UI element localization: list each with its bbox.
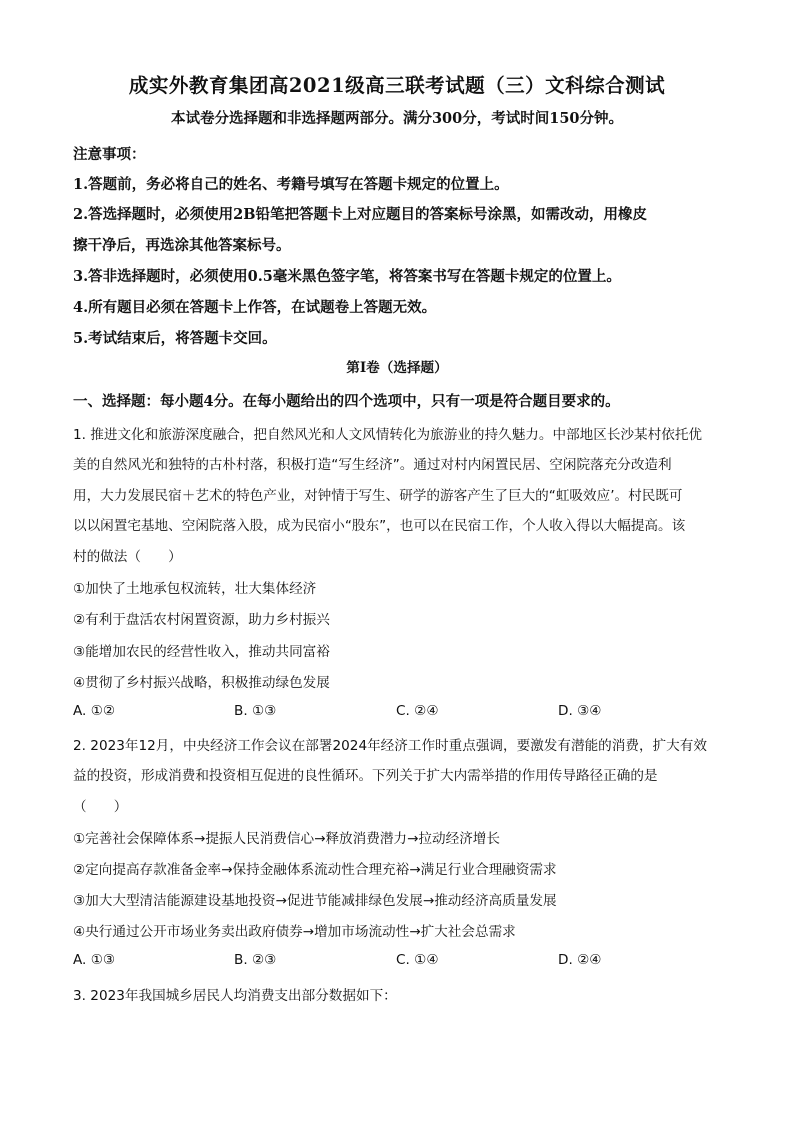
question-1-statement: ③能增加农民的经营性收入，推动共同富裕	[73, 644, 330, 660]
question-2-option-c: C. ①④	[396, 952, 439, 968]
question-2-text: （ ）	[73, 799, 128, 815]
question-1-option-b: B. ①③	[234, 703, 277, 719]
exam-title: 成实外教育集团高2021级高三联考试题（三）文科综合测试	[128, 74, 666, 97]
question-3-text: 3. 2023年我国城乡居民人均消费支出部分数据如下：	[73, 988, 397, 1004]
question-1-text: 美的自然风光和独特的古朴村落，积极打造“写生经济”。通过对村内闲置民居、空闲院落充分改造利	[73, 457, 672, 473]
question-1-option-a: A. ①②	[73, 703, 116, 719]
note-item: 2.答选择题时，必须使用2B铅笔把答题卡上对应题目的答案标号涂黑，如需改动，用橡皮	[73, 206, 647, 223]
exam-subtitle: 本试卷分选择题和非选择题两部分。满分300分，考试时间150分钟。	[170, 110, 624, 127]
question-1-statement: ④贯彻了乡村振兴战略，积极推动绿色发展	[73, 675, 330, 691]
question-2-option-a: A. ①③	[73, 952, 116, 968]
note-item: 擦干净后，再选涂其他答案标号。	[73, 237, 291, 254]
question-2-statement: ④央行通过公开市场业务卖出政府债券→增加市场流动性→扩大社会总需求	[73, 924, 516, 940]
question-1-option-d: D. ③④	[558, 703, 602, 719]
part-title: 第Ⅰ卷（选择题）	[346, 360, 448, 376]
section-instruction: 一、选择题：每小题4分。在每小题给出的四个选项中，只有一项是符合题目要求的。	[73, 393, 620, 410]
note-item: 4.所有题目必须在答题卡上作答，在试题卷上答题无效。	[73, 299, 437, 316]
question-1-text: 村的做法（ ）	[73, 549, 182, 565]
note-item: 3.答非选择题时，必须使用0.5毫米黑色签字笔，将答案书写在答题卡规定的位置上。	[73, 268, 621, 285]
question-1-statement: ①加快了土地承包权流转，壮大集体经济	[73, 581, 317, 597]
notes-heading: 注意事项：	[73, 146, 146, 163]
question-1-option-c: C. ②④	[396, 703, 439, 719]
question-2-statement: ①完善社会保障体系→提振人民消费信心→释放消费潜力→拉动经济增长	[73, 831, 500, 847]
question-2-option-b: B. ②③	[234, 952, 277, 968]
question-1-statement: ②有利于盘活农村闲置资源，助力乡村振兴	[73, 612, 330, 628]
question-2-statement: ③加大大型清洁能源建设基地投资→促进节能减排绿色发展→推动经济高质量发展	[73, 893, 557, 909]
question-2-text: 2. 2023年12月，中央经济工作会议在部署2024年经济工作时重点强调，要激发有潜能的消费，扩大有效	[73, 738, 707, 754]
note-item: 1.答题前，务必将自己的姓名、考籍号填写在答题卡规定的位置上。	[73, 176, 509, 193]
question-1-text: 1. 推进文化和旅游深度融合，把自然风光和人文风情转化为旅游业的持久魅力。中部地区长沙某村依托优	[73, 427, 703, 443]
question-2-statement: ②定向提高存款准备金率→保持金融体系流动性合理充裕→满足行业合理融资需求	[73, 862, 557, 878]
question-2-text: 益的投资，形成消费和投资相互促进的良性循环。下列关于扩大内需举措的作用传导路径正确的是	[73, 768, 658, 784]
question-1-text: 用，大力发展民宿＋艺术的特色产业，对钟情于写生、研学的游客产生了巨大的“虹吸效应’。村民既可	[73, 488, 683, 504]
question-1-text: 以以闲置宅基地、空闲院落入股，成为民宿小“股东”，也可以在民宿工作，个人收入得以大幅提高。该	[73, 518, 686, 534]
note-item: 5.考试结束后，将答题卡交回。	[73, 330, 277, 347]
question-2-option-d: D. ②④	[558, 952, 602, 968]
